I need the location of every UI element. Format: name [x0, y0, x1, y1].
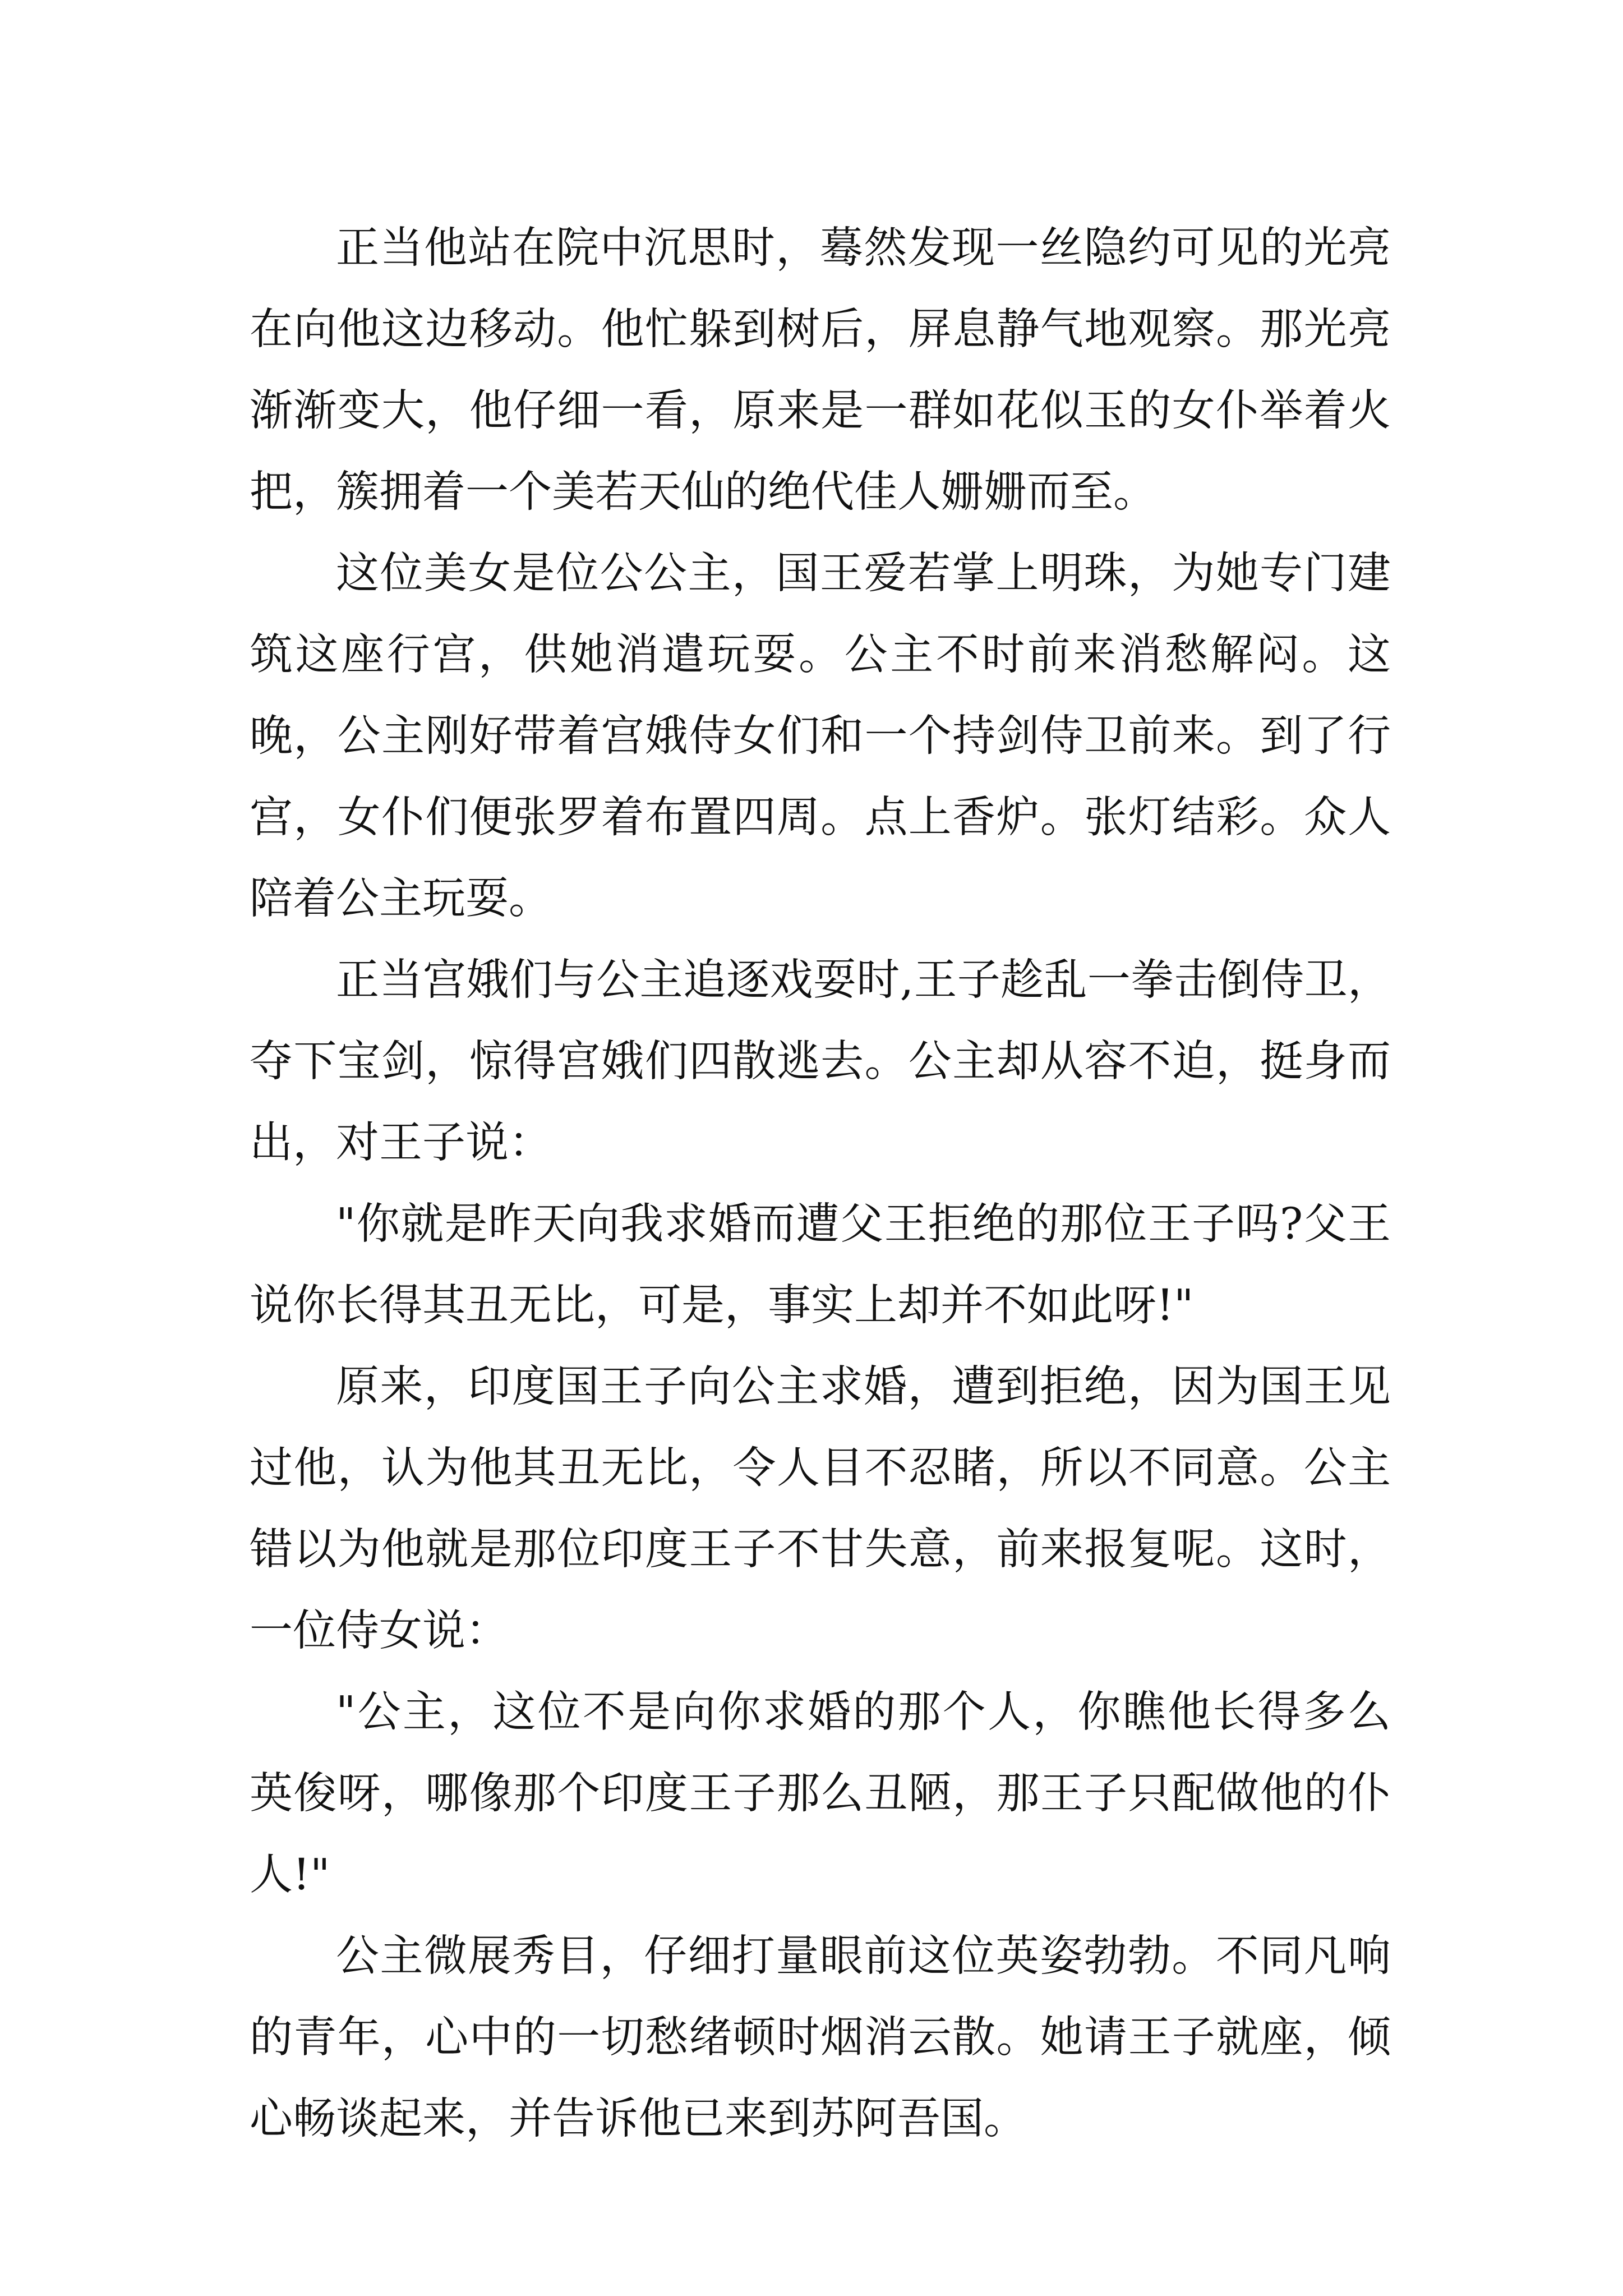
paragraph-3: 正当宫娥们与公主追逐戏耍时,王子趁乱一拳击倒侍卫，夺下宝剑，惊得宫娥们四散逃去。公主却从容不迫，挺身而出，对王子说：	[250, 955, 1391, 1168]
paragraph-4: "你就是昨天向我求婚而遭父王拒绝的那位王子吗?父王说你长得其丑无比，可是，事实上却并不如此呀!"	[250, 1199, 1391, 1331]
paragraph-2: 这位美女是位公公主，国王爱若掌上明珠，为她专门建筑这座行宫，供她消遣玩耍。公主不时前来消愁解闷。这晚，公主刚好带着宫娥侍女们和一个持剑侍卫前来。到了行宫，女仆们便张罗着布置四周。点上香炉。张灯结彩。众人陪着公主玩耍。	[250, 549, 1391, 924]
body-text	[250, 208, 1391, 2160]
paragraph-7: 公主微展秀目，仔细打量眼前这位英姿勃勃。不同凡响的青年，心中的一切愁绪顿时烟消云散。她请王子就座，倾心畅谈起来，并告诉他已来到苏阿吾国。	[250, 1931, 1391, 2144]
paragraph-1: 正当他站在院中沉思时，蓦然发现一丝隐约可见的光亮在向他这边移动。他忙躲到树后，屏息静气地观察。那光亮渐渐变大，他仔细一看，原来是一群如花似玉的女仆举着火把，簇拥着一个美若天仙的绝代佳人姗姗而至。	[250, 223, 1391, 517]
paragraph-6: "公主，这位不是向你求婚的那个人，你瞧他长得多么英俊呀，哪像那个印度王子那么丑陋，那王子只配做他的仆人!"	[250, 1687, 1391, 1900]
paragraph-5: 原来，印度国王子向公主求婚，遭到拒绝，因为国王见过他，认为他其丑无比，令人目不忍睹，所以不同意。公主错以为他就是那位印度王子不甘失意，前来报复呢。这时，一位侍女说：	[250, 1362, 1391, 1656]
